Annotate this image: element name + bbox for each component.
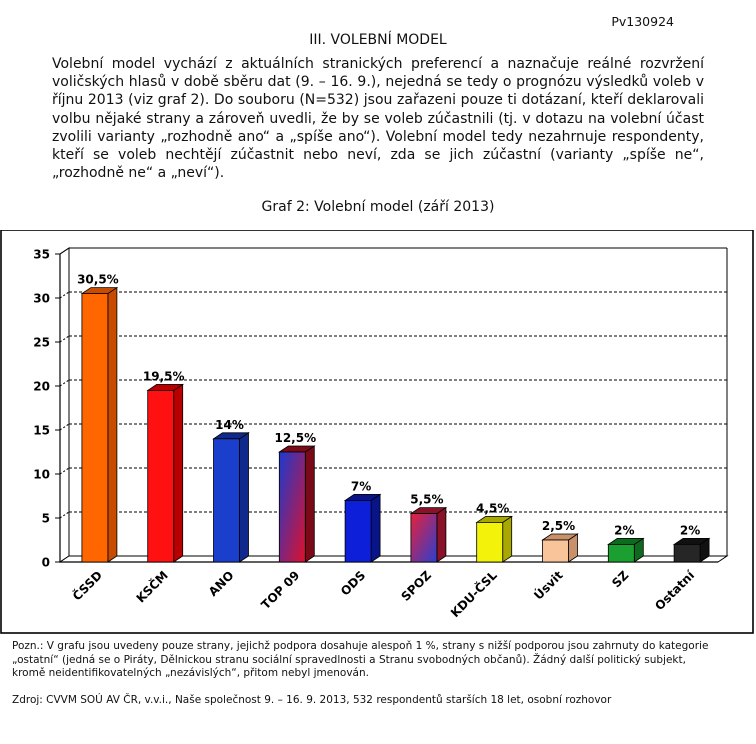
x-tick-label: KDU-ČSL: [447, 568, 500, 621]
bar-side: [240, 433, 249, 562]
section-heading: III. VOLEBNÍ MODEL: [309, 32, 447, 48]
bar-side: [174, 384, 183, 562]
bar-side: [503, 516, 512, 562]
bar-side: [108, 288, 117, 562]
bar-sz: [608, 544, 634, 562]
data-label: 19,5%: [142, 369, 185, 384]
bar-spoz: [411, 514, 437, 562]
y-tick-label: 35: [33, 247, 50, 262]
data-source: Zdroj: CVVM SOÚ AV ČR, v.v.i., Naše společnost 9. – 16. 9. 2013, 532 respondentů starších 18 let, osobní rozhovor: [12, 694, 612, 706]
bar-ostatní: [674, 544, 700, 562]
y-tick-label: 10: [33, 467, 50, 482]
x-tick-label: SZ: [609, 568, 632, 591]
x-tick-label: Úsvit: [531, 568, 566, 603]
x-tick-label: TOP 09: [258, 568, 303, 613]
bar-úsvit: [543, 540, 569, 562]
bar-top-09: [279, 452, 305, 562]
bar-ano: [214, 439, 240, 562]
y-tick-label: 15: [33, 423, 50, 438]
bar-čssd: [82, 294, 108, 562]
data-label: 2,5%: [541, 519, 576, 533]
chart-title: Graf 2: Volební model (září 2013): [261, 199, 495, 215]
y-tick-label: 25: [33, 335, 50, 350]
data-label: 14%: [215, 417, 244, 432]
x-tick-label: KSČM: [133, 568, 171, 606]
x-tick-label: ČSSD: [69, 568, 106, 604]
bar-side: [305, 446, 314, 562]
data-label: 5,5%: [410, 492, 444, 507]
data-label: 7%: [350, 479, 372, 494]
x-tick-label: ODS: [337, 568, 369, 599]
intro-paragraph: Volební model vychází z aktuálních stranických preferencí a naznačuje reálné rozvržení voličských hlasů v době sběru dat (9. – 16. 9.), nejedná se tedy o prognózu výsledků voleb v říjnu 2013 (viz graf 2). Do souboru (N=532) jsou zařazeni pouze ti dotázaní, kteří deklarovali volbu nějaké strany a zároveň uvedli, že by se voleb zúčastnili (tj. v dotazu na volební účast zvolili varianty „rozhodně ano“ a „spíše ano“). Volební model tedy nezahrnuje respondenty, kteří se voleb nechtějí zúčastnit nebo neví, zda se jich zúčastní (varianty „spíše ne“, „rozhodně ne“ a „neví“).: [52, 56, 704, 182]
x-tick-label: Ostatní: [652, 568, 698, 614]
y-tick-label: 5: [41, 511, 50, 526]
bar-ods: [345, 500, 371, 562]
data-label: 30,5%: [77, 272, 119, 287]
survey-code: Pv130924: [611, 14, 674, 29]
chart-note: Pozn.: V grafu jsou uvedeny pouze strany, jejichž podpora dosahuje alespoň 1 %, strany s nižší podporou jsou zahrnuty do kategorie „ostatní“ (jedná se o Piráty, Dělnickou stranu sociální spravedlnosti a Stranu svobodných občanů). Žádný další politický subjekt, kromě neidentifikovatelných „nezávislých“, přitom nebyl jmenován.: [12, 640, 709, 679]
y-tick-label: 20: [33, 379, 50, 394]
x-tick-label: ANO: [205, 568, 237, 600]
y-tick-label: 0: [41, 555, 50, 570]
data-label: 12,5%: [274, 431, 317, 445]
y-tick-label: 30: [33, 291, 50, 306]
bar-side: [437, 508, 446, 562]
data-label: 2%: [614, 523, 635, 538]
x-tick-label: SPOZ: [398, 568, 435, 604]
data-label: 4,5%: [476, 501, 510, 516]
bar-kdu-čsl: [477, 522, 503, 562]
bar-side: [371, 494, 380, 562]
data-label: 2%: [679, 523, 701, 538]
bar-chart: [0, 230, 756, 635]
bar-ksčm: [148, 390, 174, 562]
